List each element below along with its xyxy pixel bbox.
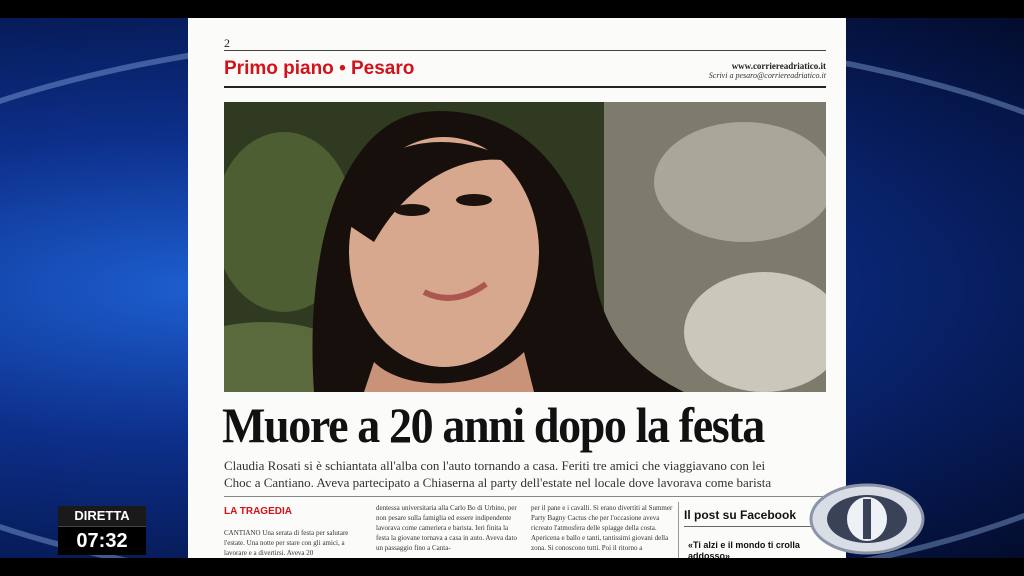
kicker: LA TRAGEDIA — [224, 506, 292, 517]
portrait-illustration — [224, 102, 826, 392]
article-column: CANTIANO Una serata di festa per salutare l'estate. Una notte per stare con gli amici, a lavorare e a divertirsi. Aveva 20 — [224, 529, 349, 557]
section-title: Primo piano • Pesaro — [224, 58, 415, 79]
divider — [224, 50, 826, 51]
article-photo — [224, 102, 826, 392]
website-url: www.corriereadriatico.it — [731, 61, 826, 71]
contact-email: Scrivi a pesaro@corriereadriatico.it — [708, 71, 826, 80]
live-label: DIRETTA — [58, 506, 146, 526]
article-column: dentessa universitaria alla Carlo Bo di Urbino, per non pesare sulla famiglia ed essere indipendente lavorava come cameriera e barista. Ieri finita la festa la giovane tornava a casa in auto. Aveva dato un passaggio fino a Canta- — [376, 504, 517, 552]
divider — [684, 526, 826, 527]
subheadline-line: Choc a Cantiano. Aveva partecipato a Chiaserna al party dell'estate nel locale dove lavorava come barista — [224, 475, 772, 490]
letterbox-top — [0, 0, 1024, 18]
page-number: 2 — [224, 36, 230, 50]
divider — [678, 502, 679, 558]
clock: 07:32 — [58, 526, 146, 555]
letterbox-bottom — [0, 558, 1024, 576]
article-column: per il pane e i cavalli. Si erano divertiti al Summer Party Bagny Cactus che per l'occasione aveva ricreato l'atmosfera delle spiagge della costa. Apericena e ballo e tanti, tantissimi giovani della zona. Si conoscono tutti. Poi il ritorno a — [531, 504, 673, 552]
divider — [224, 86, 826, 88]
sidebar-quote: «Ti alzi e il mondo ti crolla addosso» — [688, 540, 800, 558]
subheadline-line: Claudia Rosati si è schiantata all'alba con l'auto tornando a casa. Feriti tre amici che viaggiavano con lei — [224, 458, 766, 473]
newspaper-page — [188, 18, 846, 558]
sidebar-title: Il post su Facebook — [684, 508, 797, 522]
channel-logo-icon — [808, 482, 926, 556]
divider — [224, 496, 826, 497]
headline: Muore a 20 anni dopo la festa — [222, 397, 764, 453]
